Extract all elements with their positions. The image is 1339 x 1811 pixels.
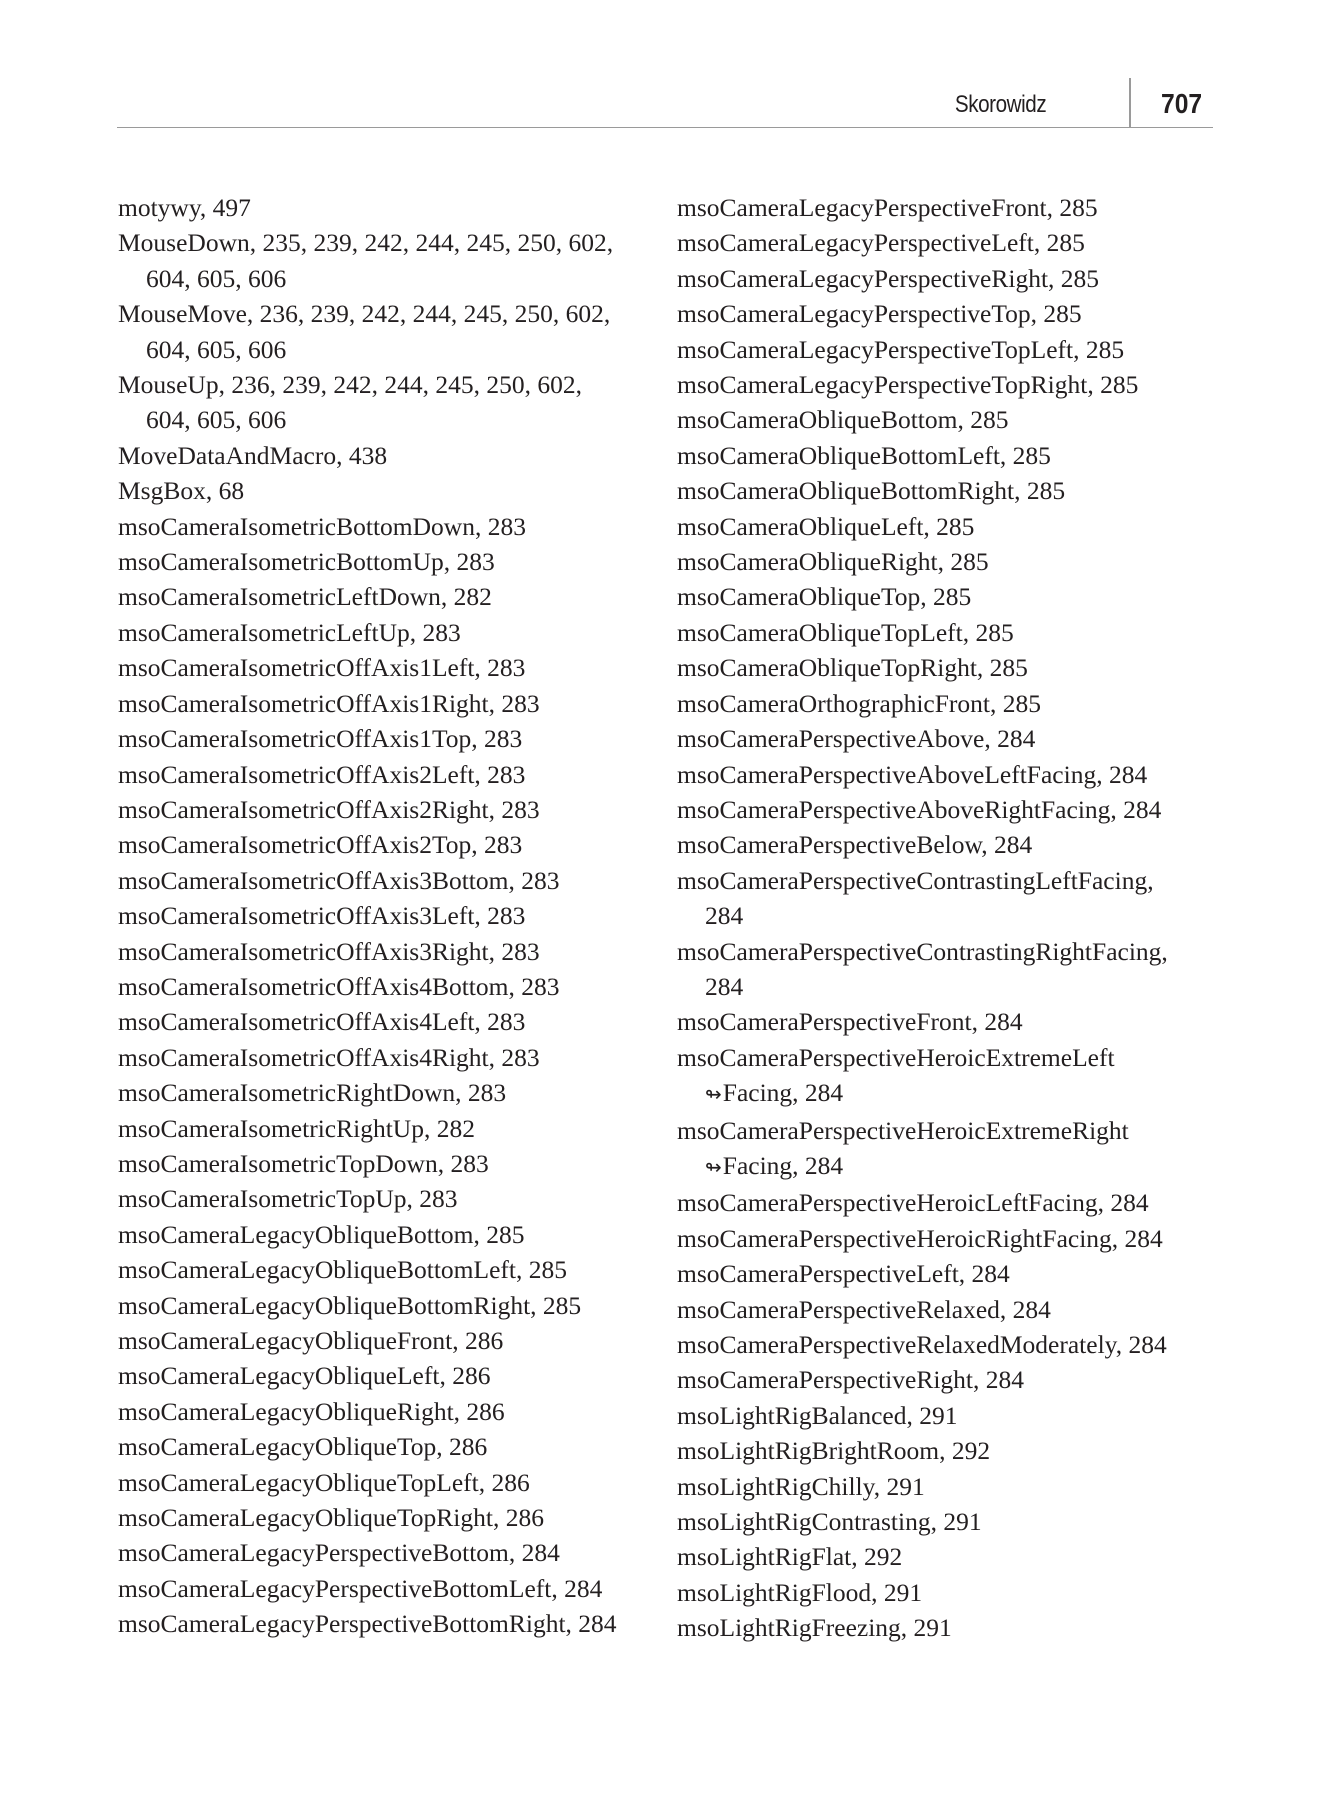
index-entry: msoCameraPerspectiveHeroicExtremeRight	[677, 1115, 1129, 1145]
index-entry: msoCameraObliqueTopRight, 285	[677, 653, 1028, 683]
continuation-arrow-icon: ↬	[705, 1154, 722, 1179]
index-entry: msoCameraLegacyObliqueTop, 286	[118, 1432, 488, 1462]
index-entry: msoCameraIsometricOffAxis4Bottom, 283	[118, 971, 560, 1001]
index-entry: msoLightRigChilly, 291	[677, 1471, 925, 1501]
running-head: Skorowidz	[954, 91, 1046, 118]
index-column-right	[677, 190, 1207, 1646]
index-entry: msoCameraObliqueRight, 285	[677, 547, 989, 577]
index-entry: msoCameraLegacyObliqueLeft, 286	[118, 1361, 491, 1391]
index-entry: msoCameraIsometricLeftUp, 283	[118, 617, 461, 647]
index-entry: msoCameraObliqueBottom, 285	[677, 405, 1009, 435]
index-entry: msoCameraIsometricLeftDown, 282	[118, 582, 492, 612]
index-entry: msoCameraPerspectiveLeft, 284	[677, 1259, 1010, 1289]
index-entry-continuation	[677, 1075, 1207, 1112]
index-entry: MouseMove, 236, 239, 242, 244, 245, 250, 602,	[118, 299, 611, 329]
index-entry: msoCameraLegacyPerspectiveBottomLeft, 284	[118, 1573, 603, 1603]
index-entry: msoCameraIsometricOffAxis4Left, 283	[118, 1007, 526, 1037]
index-entry: msoCameraIsometricOffAxis1Left, 283	[118, 653, 526, 683]
index-entry: MsgBox, 68	[118, 476, 245, 506]
index-entry: motywy, 497	[118, 193, 251, 222]
index-entry: msoCameraPerspectiveRelaxed, 284	[677, 1294, 1051, 1324]
continuation-text: Facing, 284	[722, 1150, 844, 1180]
index-entry: msoCameraIsometricOffAxis2Left, 283	[118, 759, 526, 789]
index-entry-continuation: 604, 605, 606	[146, 334, 287, 364]
index-entry: msoCameraLegacyPerspectiveFront, 285	[677, 193, 1098, 222]
index-entry: msoCameraOrthographicFront, 285	[677, 688, 1042, 718]
index-entry: msoCameraIsometricRightUp, 282	[118, 1113, 475, 1143]
index-entry: msoCameraLegacyObliqueTopLeft, 286	[118, 1467, 530, 1497]
index-entry: msoCameraPerspectiveRelaxedModerately, 284	[677, 1330, 1167, 1359]
continuation-text: Facing, 284	[722, 1078, 844, 1108]
page-number: 707	[1161, 88, 1203, 119]
index-entry: msoCameraLegacyPerspectiveRight, 285	[677, 263, 1100, 293]
header-divider	[1129, 78, 1131, 127]
index-entry: msoCameraIsometricOffAxis3Bottom, 283	[118, 865, 560, 895]
index-entry: msoCameraPerspectiveHeroicExtremeLeft	[677, 1042, 1115, 1072]
index-entry: msoCameraLegacyPerspectiveBottom, 284	[118, 1538, 560, 1568]
index-entry: msoCameraLegacyObliqueBottom, 285	[118, 1219, 525, 1249]
index-entry: msoCameraObliqueBottomLeft, 285	[677, 440, 1051, 470]
index-entry: msoCameraPerspectiveContrastingLeftFacing,	[677, 865, 1154, 895]
index-entry: msoCameraPerspectiveAboveLeftFacing, 284	[677, 759, 1148, 789]
index-entry: msoCameraPerspectiveContrastingRightFacing,	[677, 936, 1168, 966]
index-entry: msoCameraObliqueTop, 285	[677, 582, 972, 612]
index-entry: msoCameraPerspectiveHeroicLeftFacing, 284	[677, 1188, 1149, 1218]
index-entry: msoCameraIsometricBottomDown, 283	[118, 511, 526, 541]
index-entry: msoCameraObliqueLeft, 285	[677, 511, 975, 541]
index-entry-continuation: 284	[705, 971, 744, 1001]
index-entry: msoLightRigFlat, 292	[677, 1542, 903, 1572]
index-entry: MouseDown, 235, 239, 242, 244, 245, 250, 602,	[118, 228, 614, 258]
index-entry: msoCameraPerspectiveRight, 284	[677, 1365, 1025, 1395]
index-entry: msoCameraLegacyPerspectiveTopRight, 285	[677, 370, 1139, 400]
index-entry: msoCameraObliqueBottomRight, 285	[677, 476, 1066, 506]
index-entry: msoLightRigContrasting, 291	[677, 1507, 982, 1537]
index-entry: MouseUp, 236, 239, 242, 244, 245, 250, 602,	[118, 370, 582, 400]
index-entry-continuation: 604, 605, 606	[146, 263, 287, 293]
index-entry: msoCameraIsometricOffAxis2Right, 283	[118, 794, 540, 824]
index-entry-continuation: 604, 605, 606	[146, 405, 287, 435]
index-entry: msoCameraIsometricRightDown, 283	[118, 1078, 507, 1108]
index-entry: msoCameraLegacyObliqueBottomLeft, 285	[118, 1255, 567, 1285]
index-entry: msoCameraLegacyObliqueTopRight, 286	[118, 1503, 544, 1533]
index-entry: msoCameraObliqueTopLeft, 285	[677, 617, 1014, 647]
index-column-left	[118, 190, 658, 1642]
index-entry: msoCameraIsometricOffAxis3Right, 283	[118, 936, 540, 966]
index-entry: msoLightRigBrightRoom, 292	[677, 1436, 991, 1466]
index-entry: msoLightRigFreezing, 291	[677, 1613, 952, 1643]
index-entry: msoCameraPerspectiveHeroicRightFacing, 284	[677, 1223, 1163, 1253]
index-entry: msoCameraLegacyObliqueBottomRight, 285	[118, 1290, 582, 1320]
index-entry: msoCameraPerspectiveAbove, 284	[677, 724, 1036, 754]
index-entry: msoCameraLegacyPerspectiveLeft, 285	[677, 228, 1085, 258]
index-entry: msoCameraIsometricOffAxis3Left, 283	[118, 901, 526, 931]
index-entry: msoLightRigBalanced, 291	[677, 1400, 958, 1430]
index-entry: MoveDataAndMacro, 438	[118, 440, 388, 470]
index-entry: msoCameraIsometricOffAxis1Right, 283	[118, 688, 540, 718]
index-entry-continuation	[677, 1148, 1207, 1185]
index-entry: msoCameraIsometricTopUp, 283	[118, 1184, 458, 1214]
index-entry: msoCameraPerspectiveBelow, 284	[677, 830, 1033, 860]
index-entry: msoCameraIsometricTopDown, 283	[118, 1148, 489, 1178]
index-entry: msoCameraPerspectiveAboveRightFacing, 284	[677, 794, 1162, 824]
index-entry: msoCameraLegacyPerspectiveTop, 285	[677, 299, 1082, 329]
index-entry: msoCameraIsometricOffAxis2Top, 283	[118, 830, 523, 860]
index-entry: msoCameraLegacyObliqueRight, 286	[118, 1396, 505, 1426]
index-entry: msoCameraLegacyPerspectiveTopLeft, 285	[677, 334, 1125, 364]
continuation-arrow-icon: ↬	[705, 1082, 722, 1107]
index-entry: msoCameraIsometricOffAxis4Right, 283	[118, 1042, 540, 1072]
index-entry: msoCameraLegacyObliqueFront, 286	[118, 1326, 504, 1355]
index-entry: msoCameraPerspectiveFront, 284	[677, 1007, 1023, 1037]
index-entry: msoLightRigFlood, 291	[677, 1577, 923, 1607]
index-entry-continuation: 284	[705, 901, 744, 931]
page-header	[117, 78, 1213, 128]
index-entry: msoCameraLegacyPerspectiveBottomRight, 284	[118, 1609, 617, 1639]
index-entry: msoCameraIsometricOffAxis1Top, 283	[118, 724, 523, 754]
index-entry: msoCameraIsometricBottomUp, 283	[118, 547, 495, 577]
